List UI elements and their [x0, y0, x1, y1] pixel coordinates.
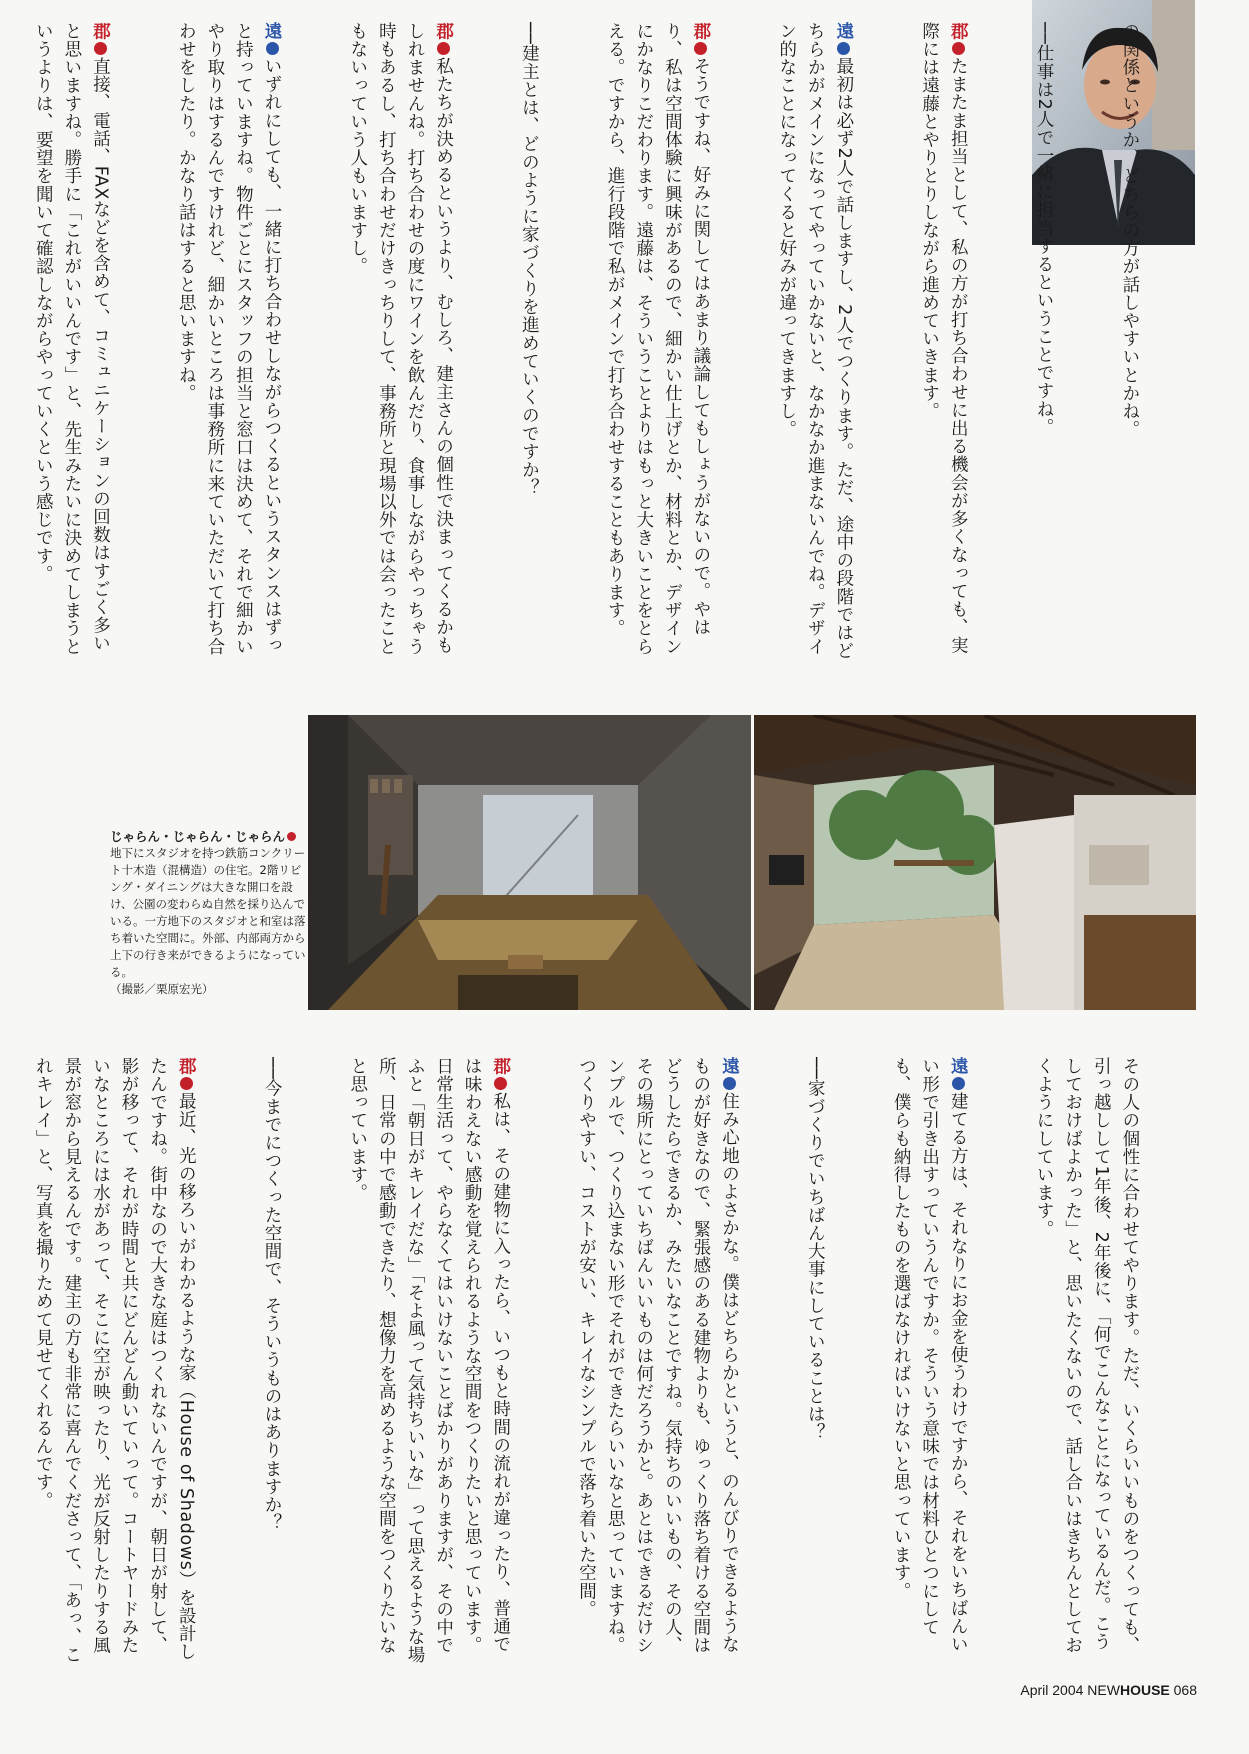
bottom-text-block	[33, 1057, 1201, 1667]
bottom-para-5: 郡私は、その建物に入ったら、いつもと時間の流れが違ったり、普通では味わえない感動を覚えられるような空間をつくりたいと思っています。日常生活って、やらなくてはいけないことばかりがありますが、その中でふと「朝日がキレイだな」「そよ風って気持ちいいな」って思えるような場所、日常の中で感動できたり、想像力を高めるような空間をつくりたいなと思っています。	[347, 1057, 511, 1664]
bottom-para-3: ──家づくりでいちばん大事にしていることは？	[805, 1057, 826, 1442]
top-para-2: ──仕事は2人で一緒に担当するということですね。	[1034, 22, 1055, 437]
speaker-kori-label: 郡	[948, 22, 969, 41]
red-dot-icon	[694, 42, 707, 55]
page-footer	[1020, 1682, 1197, 1698]
caption-title-text: じゃらん・じゃらん・じゃらん	[110, 829, 286, 844]
caption-title	[110, 828, 310, 845]
top-para-8: 遠いずれにしても、一緒に打ち合わせしながらつくるというスタンスはずっと持っていますね。物件ごとにスタッフの担当と窓口は決めて、それで細かいやり取りはするんですけれど、細かいところは事務所に来ていただいて打ち合わせをしたり。かなり話はすると思いますね。	[176, 22, 282, 656]
red-dot-icon	[952, 42, 965, 55]
speaker-kori-label: 郡	[90, 22, 111, 41]
bottom-para-6: ──今までにつくった空間で、そういうものはありますか？	[262, 1057, 282, 1532]
top-para-6: ──建主とは、どのように家づくりを進めていくのですか？	[519, 22, 540, 497]
footer-magazine: HOUSE	[1119, 1682, 1170, 1698]
top-para-7: 郡私たちが決めるというより、むしろ、建主さんの個性で決まってくるかもしれませんね。打ち合わせの度にワインを飲んだり、食事しながらやっちゃう時もあるし、打ち合わせだけきっちりして、事務所と現場以外では会ったこともないっていう人もいますし。	[347, 22, 454, 656]
photo-caption	[110, 828, 310, 998]
bottom-para-1: その人の個性に合わせてやります。ただ、いくらいいものをつくっても、引っ越しして1年後、2年後に、「何でこんなことになっているんだ。こうしておけばよかった」と、思いたくないので、話し合いはきちんとしておくようにしています。	[1034, 1057, 1140, 1655]
caption-credit: （撮影／栗原宏光）	[110, 982, 214, 996]
top-para-3: 郡たまたま担当として、私の方が打ち合わせに出る機会が多くなっても、実際には遠藤とやりとりしながら進めていきます。	[919, 22, 969, 655]
speaker-kori-label: 郡	[176, 1057, 197, 1076]
speaker-tohdo-label: 遠	[719, 1057, 740, 1076]
blue-dot-icon	[952, 1077, 965, 1090]
footer-page-number: 068	[1169, 1682, 1197, 1698]
red-dot-icon	[94, 42, 107, 55]
top-para-5: 郡そうですね、好みに関してはあまり議論してもしょうがないので。やはり、私は空間体験に興味があるので、細かい仕上げとか、材料とか、デザインにかなりこだわります。遠藤は、そういうことよりはもっと大きいことをとらえる。ですから、進行段階で私がメインで打ち合わせすることもあります。	[605, 22, 711, 656]
bottom-para-2: 遠建てる方は、それなりにお金を使うわけですから、それをいちばんいい形で引き出すっていうんですか。そういう意味では材料ひとつにしても、僕らも納得したものを選ばなければいけないと思っています。	[891, 1057, 969, 1654]
speaker-kori-label: 郡	[433, 22, 454, 41]
blue-dot-icon	[723, 1077, 736, 1090]
bottom-para-7: 郡最近、光の移ろいがわかるような家（House of Shadows）を設計したんですね。街中なので大きな庭はつくれないんですが、朝日が射して、影が移って、それが時間と共にどんどん動いていって。コートヤードみたいなところには水があって、そこに空が映ったり、光が反射したりする風景が窓から見えるんです。建主の方も非常に喜んでくださって、「あっ、これキレイ」と、写真を撮りためて見せてくれるんです。	[33, 1057, 197, 1664]
red-dot-icon	[437, 42, 450, 55]
speaker-tohdo-label: 遠	[833, 22, 854, 41]
living-room-photo	[754, 715, 1196, 1010]
blue-dot-icon	[266, 42, 279, 55]
top-para-4: 遠最初は必ず2人で話しますし、2人でつくります。ただ、途中の段階ではどちらかがメインになってやっていかないと、なかなか進まないんでね。デザイン的なことになってくると好みが違ってきますし。	[776, 22, 854, 660]
top-para-9: 郡直接、電話、FAXなどを含めて、コミュニケーションの回数はすごく多いと思いますね。勝手に「これがいいんです」と、先生みたいに決めてしまうというよりは、要望を聞いて確認しながらやっていくという感じです。	[33, 22, 111, 656]
red-dot-icon	[494, 1077, 507, 1090]
top-text-block	[33, 22, 1201, 667]
red-dot-icon	[180, 1077, 193, 1090]
speaker-kori-label: 郡	[490, 1057, 511, 1076]
caption-body: 地下にスタジオを持つ鉄筋コンクリート十木造（混構造）の住宅。2階リビング・ダイニングは大きな開口を設け、公園の変わらぬ自然を採り込んでいる。一方地下のスタジオと和室は落ち着いた空間に。外部、内部両方から上下の行き来ができるようになっている。	[110, 846, 306, 979]
blue-dot-icon	[837, 42, 850, 55]
top-para-1: の関係というか、どちらの方が話しやすいとかね。	[1119, 22, 1140, 439]
footer-issue: April 2004 NEW	[1020, 1682, 1120, 1698]
speaker-tohdo-label: 遠	[262, 22, 282, 41]
studio-interior-photo	[308, 715, 751, 1010]
red-dot-icon	[287, 832, 296, 841]
speaker-kori-label: 郡	[690, 22, 711, 41]
speaker-tohdo-label: 遠	[948, 1057, 969, 1076]
bottom-para-4: 遠住み心地のよさかな。僕はどちらかというと、のんびりできるようなものが好きなので、緊張感のある建物よりも、ゆっくり落ち着ける空間はどうしたらできるか、みたいなことですね。気持ちのいいもの、その人、その場所にとっていちばんいいものは何だろうかと。あとはできるだけシンプルで、つくり込まない形でそれができたらいいなと思っていますね。つくりやすい、コストが安い、キレイなシンプルで落ち着いた空間。	[576, 1057, 740, 1655]
